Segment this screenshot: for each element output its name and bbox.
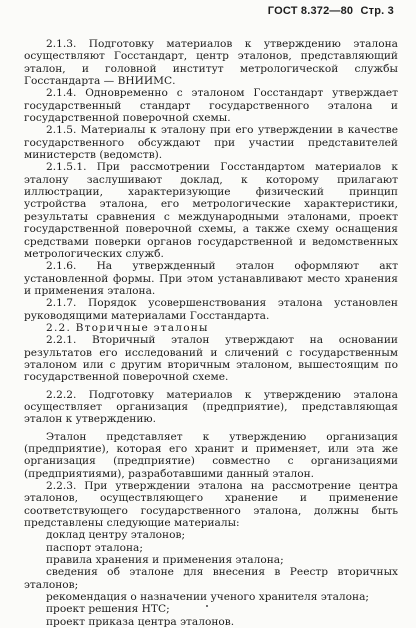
clause-2-2-3: 2.2.3. При утверждении эталона на рассмотрение центра эталонов, осуществляющего хранение и применение соответствующего государственного эталона, должны быть представлены следующие материалы: — [24, 480, 398, 530]
clause-2-2-2: 2.2.2. Подготовку материалов к утверждению эталона осуществляет организация (предприятие), представляющая эталон к утверждению. — [24, 388, 398, 426]
list-item: сведения об эталоне для внесения в Реестр вторичных эталонов; — [24, 566, 398, 591]
section-heading-2-2: 2.2. Вторичные эталоны — [46, 321, 209, 334]
clause-2-2-2-note: Эталон представляет к утверждению организация (предприятие), которая его хранит и применяет, или эта же организация (предприятие) совместно с организациями (предприятиями), разработавшими данный эталон. — [24, 430, 398, 480]
page-mark — [206, 605, 208, 607]
page-number: Стр. 3 — [360, 5, 394, 17]
clause-2-1-5-1: 2.1.5.1. При рассмотрении Госстандартом материалов к эталону заслушивают доклад, к которому прилагают иллюстрации, характеризующие физический принцип устройства эталона, его метрологические характеристики, результаты сравнения с международными эталонами, проект государственной поверочной схемы, а также схему оснащения средствами поверки органов государственной и ведомственных метрологических служб. — [24, 161, 398, 260]
list-item: рекомендация о назначении ученого хранителя эталона; — [46, 591, 369, 604]
list-item: паспорт эталона; — [46, 541, 143, 554]
list-item: правила хранения и применения эталона; — [46, 554, 284, 567]
clause-2-1-6: 2.1.6. На утвержденный эталон оформляют акт установленной формы. При этом устанавливают место хранения и применения эталона. — [24, 260, 398, 297]
document-body — [24, 38, 398, 628]
list-item: проект приказа центра эталонов. — [46, 615, 235, 628]
clause-2-1-4: 2.1.4. Одновременно с эталоном Госстандарт утверждает государственный стандарт государственного эталона и государственной поверочной схемы. — [24, 87, 398, 125]
clause-2-1-7: 2.1.7. Порядок усовершенствования эталона установлен руководящими материалами Госстандарта. — [24, 297, 398, 322]
clause-2-1-5: 2.1.5. Материалы к эталону при его утверждении в качестве государственного обсуждают при участии представителей министерств (ведомств). — [24, 124, 398, 162]
list-item: проект решения НТС; — [46, 603, 170, 616]
list-item: доклад центру эталонов; — [46, 529, 186, 542]
standard-number: ГОСТ 8.372—80 — [267, 5, 354, 17]
page-header — [264, 5, 394, 17]
clause-2-2-1: 2.2.1. Вторичный эталон утверждают на основании результатов его исследований и сличений с государственным эталоном или с другим вторичным эталоном, вышестоящим по государственной поверочной схеме. — [24, 334, 398, 384]
clause-2-1-3: 2.1.3. Подготовку материалов к утверждению эталона осуществляют Госстандарт, центр эталонов, представляющий эталон, и головной институт метрологической службы Госстандарта — ВНИИМС. — [24, 38, 398, 88]
